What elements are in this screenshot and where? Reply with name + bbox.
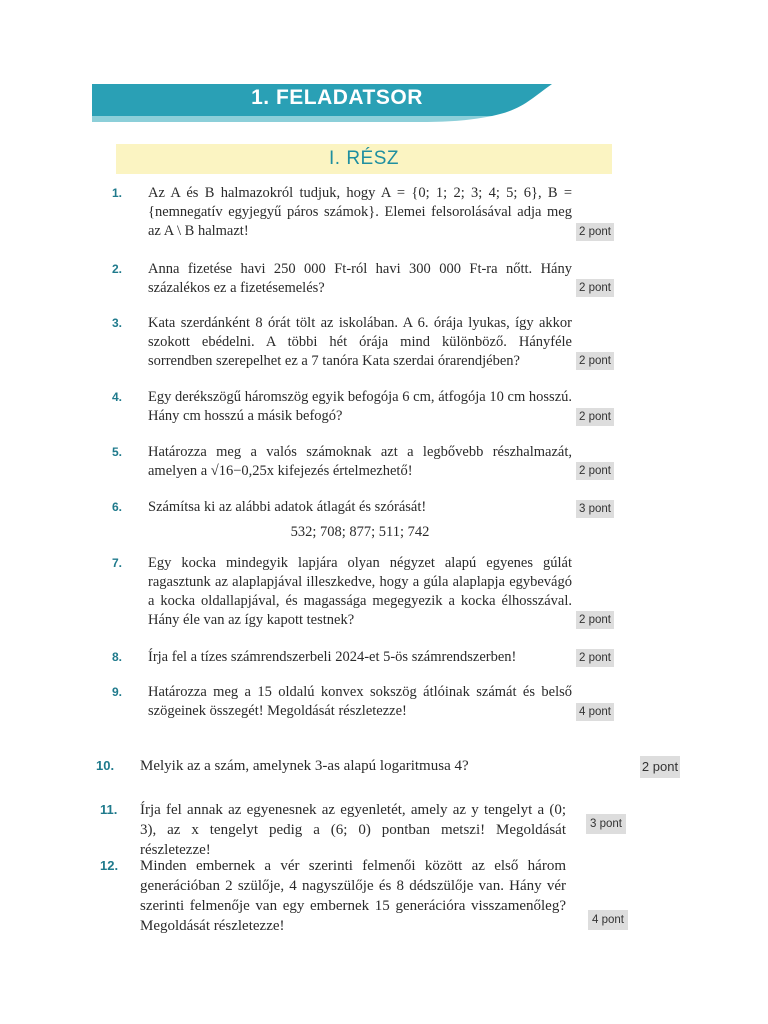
question-text: Kata szerdánként 8 órát tölt az iskolában. A 6. órája lyukas, így akkor szokott ebédelni. A többi hét órája mind különböző. Hányféle sorrendben szerepelhet ez a 7 tanóra Kata szerdai órarendjében?	[148, 315, 572, 369]
question-text: Egy kocka mindegyik lapjára olyan négyzet alapú egyenes gúlát ragasztunk az alaplapjával illeszkedve, hogy a gúla alaplapja egybevágó a kocka oldallapjával, és magassága megegyezik a kocka élhosszával. Hány éle van az így kapott testnek?	[148, 555, 572, 628]
points-badge: 2 pont	[576, 611, 614, 629]
points-badge: 2 pont	[576, 279, 614, 297]
question-number: 5.	[112, 445, 123, 459]
question-text: Határozza meg a 15 oldalú konvex sokszög átlóinak számát és belső szögeinek összegét! Megoldását részletezze!	[148, 684, 572, 719]
question-number: 11.	[100, 802, 118, 817]
points-badge: 2 pont	[576, 223, 614, 241]
question-text: Írja fel a tízes számrendszerbeli 2024-et 5-ös számrendszerben!	[148, 649, 517, 665]
question-number: 6.	[112, 500, 123, 514]
points-badge: 2 pont	[576, 352, 614, 370]
question-text: Számítsa ki az alábbi adatok átlagát és szórását!	[148, 499, 427, 515]
question-number: 1.	[112, 186, 123, 200]
section-band	[116, 144, 612, 174]
header-banner	[92, 84, 552, 124]
question-number: 10.	[96, 758, 115, 773]
points-badge: 4 pont	[588, 910, 628, 930]
points-badge: 2 pont	[640, 756, 680, 778]
points-badge: 2 pont	[576, 649, 614, 667]
points-badge: 2 pont	[576, 408, 614, 426]
question-number: 3.	[112, 316, 123, 330]
question-number: 2.	[112, 262, 123, 276]
question-number: 9.	[112, 685, 123, 699]
question-text: Anna fizetése havi 250 000 Ft-ról havi 300 000 Ft-ra nőtt. Hány százalékos ez a fizetésemelés?	[148, 261, 572, 296]
points-badge: 3 pont	[586, 814, 626, 834]
data-values: 532; 708; 877; 511; 742	[290, 524, 430, 540]
question-text: Melyik az a szám, amelynek 3-as alapú logaritmusa 4?	[140, 758, 469, 774]
points-badge: 2 pont	[576, 462, 614, 480]
question-number: 4.	[112, 390, 123, 404]
points-badge: 3 pont	[576, 500, 614, 518]
question-number: 12.	[100, 858, 119, 873]
page-title: 1. FELADATSOR	[251, 86, 423, 109]
question-number: 8.	[112, 650, 123, 664]
question-text: Írja fel annak az egyenesnek az egyenletét, amely az y tengelyt a (0; 3), az x tengelyt pedig a (6; 0) pontban metszi! Megoldását részletezze!	[140, 802, 566, 858]
question-text: Az A és B halmazokról tudjuk, hogy A = {0; 1; 2; 3; 4; 5; 6}, B = {nemnegatív egyjegyű páros számok}. Elemei felsorolásával adja meg az A \ B halmazt!	[148, 185, 572, 239]
question-text: Határozza meg a valós számoknak azt a legbővebb részhalmazát, amelyen a √16−0,25x kifejezés értelmezhető!	[148, 444, 572, 479]
question-number: 7.	[112, 556, 123, 570]
question-text: Egy derékszögű háromszög egyik befogója 6 cm, átfogója 10 cm hosszú. Hány cm hosszú a másik befogó?	[148, 389, 572, 424]
points-badge: 4 pont	[576, 703, 614, 721]
section-title: I. RÉSZ	[328, 148, 399, 169]
question-text: Minden embernek a vér szerinti felmenői között az első három generációban 2 szülője, 4 nagyszülője és 8 dédszülője van. Hány vér szerinti felmenője van egy embernek 15 generációra visszamenőleg? Megoldását részletezze!	[140, 858, 566, 934]
